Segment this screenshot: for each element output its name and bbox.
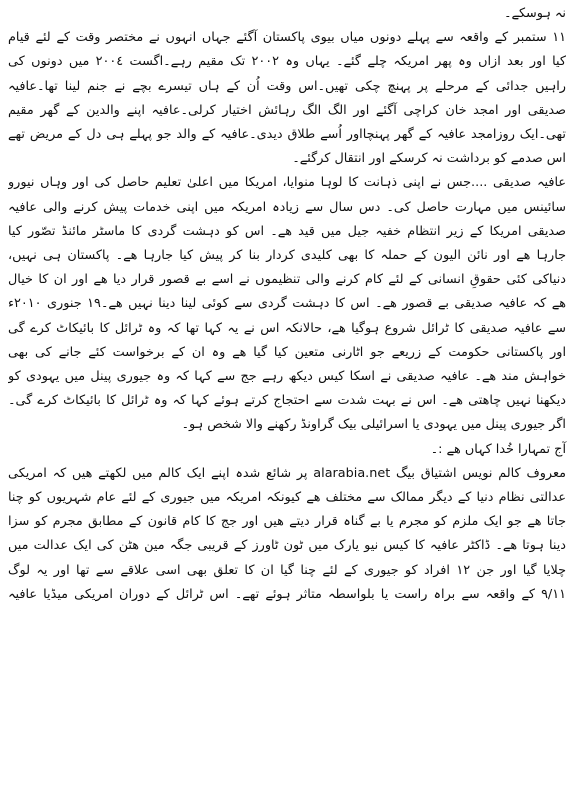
text-line: صدیقی اور امجد خان کراچی آگئے اور الگ الگ رہائش اختیار کرلی۔عافیہ اپنے والدین کے گھر مقیم — [8, 102, 566, 118]
text-line: اگر جیوری پینل میں یہودی یا اسرائیلی بیک گراونڈ رکھنے والا شخص ہو۔ — [181, 417, 566, 433]
text-line: دیکھنا نہیں چاھتی ھے۔ اس نے بہت شدت سے احتجاج کرتے ہوئے کہا کہ وہ ٹرائل کا بائیکاٹ کرے گی۔ — [8, 393, 566, 409]
text-line: جاتا ھے جو ایک ملزم کو مجرم یا بے گناہ قرار دیتے ھیں اور جج کا کام قانون کے مطابق مجرم کو سزا — [8, 514, 566, 530]
text-line: راہیں جدائی کے مرحلے پر پہنچ چکی تھیں۔اس وقت اُن کے ہاں تیسرے بچے نے جنم لینا تھا۔عافیہ — [8, 78, 566, 94]
text-line: عافیہ صدیقی ....جس نے اپنی ذہانت کا لوہا منوایا، امریکا میں اعلیٰ تعلیم حاصل کی اور وہاں نیورو — [8, 175, 566, 191]
text-line: ھے کہ عافیہ صدیقی بے قصور ھے۔ اس کا دہشت گردی سے کوئی لینا دینا نہیں ھے۔١٩ جنوری ٢٠١٠ء — [8, 296, 566, 312]
text-line: چلایا گیا اور جن ١٢ افراد کو جیوری کے لئے چنا گیا ان کا تعلق بھی اسی علاقے سے تھا اور یہ لوگ — [8, 562, 566, 578]
text-line: ٩/١١ کے واقعہ سے براہ راست یا بلواسطہ متاثر ہوئے تھے۔ اس ٹرائل کے دوران امریکی میڈیا عافیہ — [8, 586, 566, 602]
text-line: اور پاکستانی حکومت کے زریعے جو اٹارنی متعین کیا گیا ھے وہ ان کے برخواست کئے جانے کی بھی — [8, 344, 566, 360]
text-line: صدیقی امریکا کے زیر انتظام خفیہ جیل میں قید ھے۔ اس کو دہشت گردی کا ماسٹر مائنڈ تصّور کیا — [8, 223, 566, 239]
text-line: تھی۔ایک روزامجد عافیہ کے گھر پہنچااور اُسے طلاق دیدی۔عافیہ کے والد جو پہلے ہی دل کے مریض تھے — [8, 127, 566, 143]
section-heading: آج تمہارا خُدا کہاں ھے :۔ — [430, 441, 566, 457]
text-line: عدالتی نظام دنیا کے دیگر ممالک سے مختلف ھے کیونکہ امریکہ میں جیوری کے لئے عام شہریوں کو چنا — [8, 490, 566, 506]
text-line: خواہش مند ھے۔ عافیہ صدیقی نے اسکا کیس دیکھ رہے جج سے کہا کہ وہ جیوری پینل میں یہودی کو — [8, 369, 566, 385]
text-line: سائینس میں مہارت حاصل کی۔ دس سال سے زیادہ امریکہ میں اپنی خدمات پیش کرنے والی عافیہ — [8, 199, 566, 215]
text-line: دنیاکی کئی حقوقِ انسانی کے لئے کام کرنے والی تنظیموں نے اسے بے قصور قرار دیا ھے اور ان کا خیال — [8, 272, 566, 288]
text-line: کیا اور بعد ازاں وہ پھر امریکہ چلے گئے۔ یہاں وہ ٢٠٠٢ تک مقیم رہے۔اگست ٢٠٠٤ میں دونوں کی — [8, 54, 566, 70]
text-line: نہ ہوسکے۔ — [503, 6, 566, 21]
text-line: ١١ ستمبر کے واقعہ سے پہلے دونوں میاں بیوی پاکستان آگئے جہاں انہوں نے مختصر وقت کے لئے قیام — [8, 30, 566, 46]
text-line: سے عافیہ صدیقی کا ٹرائل شروع ہوگیا ھے، حالانکہ اس نے یہ کہا تھا کہ وہ ٹرائل کا بائیکاٹ کرے گی — [8, 320, 566, 336]
text-line: دینا ہوتا ھے۔ ڈاکٹر عافیہ کا کیس نیو یارک میں ٹون ٹاورز کے قریبی جگہ مین ھٹن کی ایک عدالت میں — [8, 538, 566, 554]
text-line: اس صدمے کو برداشت نہ کرسکے اور انتقال کرگئے۔ — [292, 151, 566, 167]
text-line: جارہا ھے اور نائن الیون کے حملہ کا بھی کلیدی کردار بنا کر پیش کیا جارہا ھے۔ پاکستان ہی نہیں، — [8, 248, 566, 264]
text-line: معروف کالم نویس اشتیاق بیگ alarabia.net پر شائع شدہ اپنے ایک کالم میں لکھتے ھیں کہ امریکی — [8, 465, 566, 481]
